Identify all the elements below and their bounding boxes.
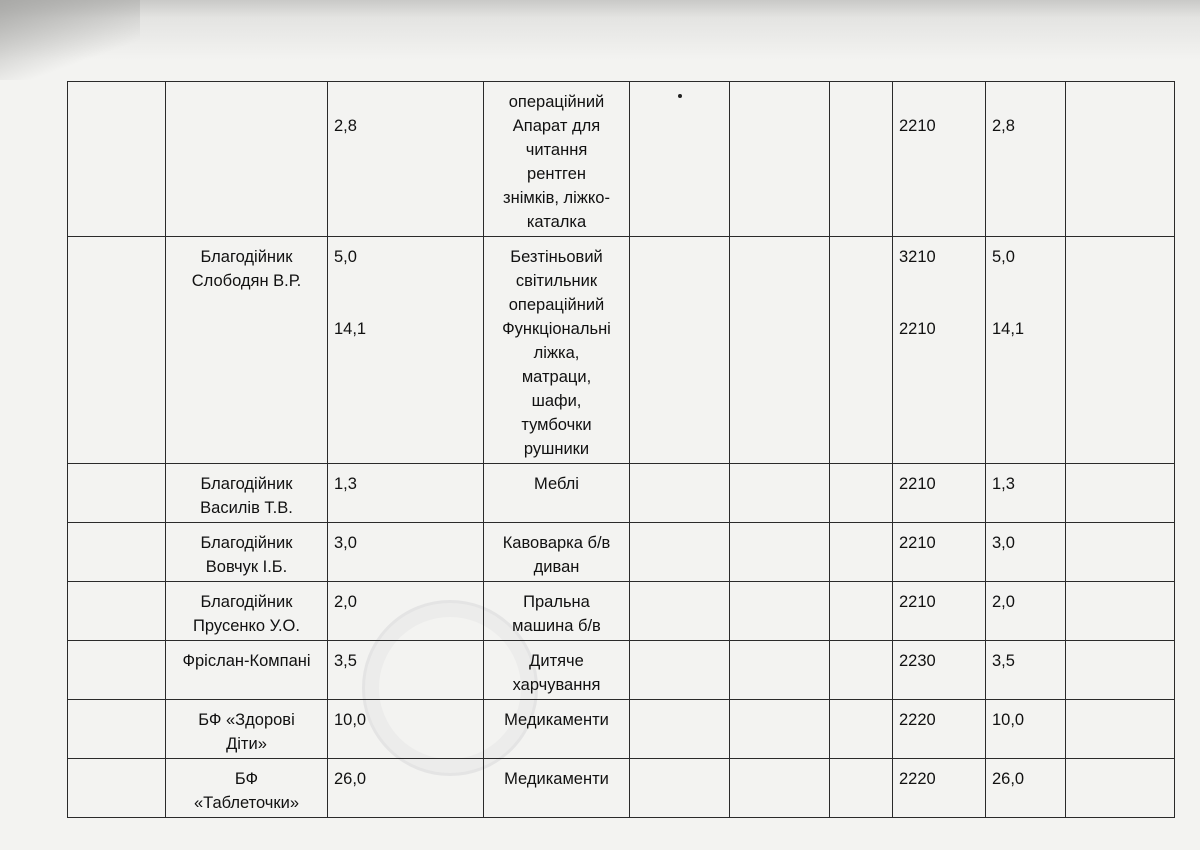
cell-text-line: ліжка, [533, 344, 580, 362]
cell-text-line: 26,0 [992, 770, 1025, 788]
code-cell [893, 759, 986, 818]
code-cell [893, 641, 986, 700]
empty-cell [830, 464, 893, 523]
donor-cell [166, 82, 328, 237]
cell-text-line: читання [525, 141, 588, 159]
amount-cell [328, 82, 484, 237]
cell-text-line: диван [533, 558, 580, 576]
empty-cell [1066, 700, 1175, 759]
cell-text-line: 2,0 [992, 593, 1015, 611]
cell-text-line: 2230 [899, 652, 936, 670]
cell-text-line: Василів Т.В. [200, 499, 293, 517]
empty-cell [1066, 237, 1175, 464]
cell-text-line: рушники [523, 440, 590, 458]
empty-cell [68, 700, 166, 759]
cell-text-line [899, 293, 979, 317]
value-cell [986, 82, 1066, 237]
code-cell [893, 523, 986, 582]
code-cell [893, 700, 986, 759]
empty-cell [1066, 582, 1175, 641]
cell-text-line: 2220 [899, 770, 936, 788]
value-cell [986, 237, 1066, 464]
empty-cell [68, 582, 166, 641]
amount-cell [328, 464, 484, 523]
donor-cell [166, 237, 328, 464]
amount-cell [328, 641, 484, 700]
empty-cell [830, 641, 893, 700]
cell-text-line: матраци, [521, 368, 592, 386]
cell-text-line: Медикаменти [504, 711, 609, 729]
value-cell [986, 464, 1066, 523]
cell-text-line: 3210 [899, 248, 936, 266]
cell-text-line [334, 90, 477, 114]
cell-text-line: Функціональні [502, 320, 611, 338]
amount-cell [328, 523, 484, 582]
cell-text-line: 2210 [899, 320, 936, 338]
cell-text-line: Медикаменти [504, 770, 609, 788]
description-cell [484, 700, 630, 759]
cell-text-line [992, 269, 1059, 293]
cell-text-line: Благодійник [200, 593, 293, 611]
cell-text-line: машина б/в [512, 617, 601, 635]
empty-cell [630, 700, 730, 759]
cell-text-line: Дитяче [529, 652, 584, 670]
empty-cell [630, 523, 730, 582]
cell-text-line: 2220 [899, 711, 936, 729]
empty-cell [630, 237, 730, 464]
cell-text-line: 5,0 [334, 248, 357, 266]
empty-cell [1066, 464, 1175, 523]
empty-cell [1066, 759, 1175, 818]
donor-cell [166, 523, 328, 582]
empty-cell [830, 523, 893, 582]
cell-text-line: 10,0 [334, 711, 367, 729]
cell-text-line: операційний [508, 296, 605, 314]
cell-text-line: БФ [234, 770, 259, 788]
cell-text-line [992, 293, 1059, 317]
empty-cell [830, 700, 893, 759]
cell-text-line: Вовчук І.Б. [205, 558, 288, 576]
cell-text-line: 14,1 [992, 320, 1025, 338]
cell-text-line: світильник [515, 272, 598, 290]
cell-text-line: Пральна [523, 593, 590, 611]
empty-cell [630, 464, 730, 523]
empty-cell [830, 237, 893, 464]
donor-cell [166, 582, 328, 641]
cell-text-line [899, 90, 979, 114]
empty-cell [68, 82, 166, 237]
cell-text-line: Безтіньовий [510, 248, 603, 266]
cell-text-line: каталка [526, 213, 587, 231]
cell-text-line: 3,5 [992, 652, 1015, 670]
empty-cell [68, 464, 166, 523]
description-cell [484, 82, 630, 237]
empty-cell [630, 582, 730, 641]
empty-cell [730, 759, 830, 818]
cell-text-line: Слободян В.Р. [191, 272, 302, 290]
empty-cell [730, 237, 830, 464]
description-cell [484, 237, 630, 464]
empty-cell [730, 523, 830, 582]
donor-cell [166, 700, 328, 759]
cell-text-line: Благодійник [200, 475, 293, 493]
cell-text-line: 14,1 [334, 320, 367, 338]
description-cell [484, 759, 630, 818]
value-cell [986, 700, 1066, 759]
cell-text-line: Фріслан-Компані [182, 652, 311, 670]
table-row [68, 759, 1175, 818]
cell-text-line [899, 269, 979, 293]
table-row [68, 237, 1175, 464]
value-cell [986, 582, 1066, 641]
description-cell [484, 582, 630, 641]
amount-cell [328, 759, 484, 818]
cell-text-line: Меблі [534, 475, 579, 493]
cell-text-line [334, 269, 477, 293]
description-cell [484, 641, 630, 700]
empty-cell [1066, 641, 1175, 700]
cell-text-line: Прусенко У.О. [193, 617, 300, 635]
empty-cell [630, 82, 730, 237]
cell-text-line: Благодійник [200, 248, 293, 266]
empty-cell [630, 641, 730, 700]
table-row [68, 700, 1175, 759]
scan-top-edge [0, 0, 1200, 60]
code-cell [893, 237, 986, 464]
amount-cell [328, 700, 484, 759]
donations-table [67, 81, 1175, 818]
cell-text-line [334, 293, 477, 317]
empty-cell [68, 237, 166, 464]
empty-cell [730, 464, 830, 523]
empty-cell [830, 759, 893, 818]
cell-text-line: 2210 [899, 534, 936, 552]
cell-text-line [992, 90, 1059, 114]
donor-cell [166, 464, 328, 523]
description-cell [484, 523, 630, 582]
cell-text-line: 3,0 [992, 534, 1015, 552]
cell-text-line: операційний [508, 93, 605, 111]
cell-text-line: 1,3 [334, 475, 357, 493]
table-row [68, 82, 1175, 237]
empty-cell [1066, 523, 1175, 582]
cell-text-line: БФ «Здорові [198, 711, 295, 729]
empty-cell [830, 582, 893, 641]
empty-cell [1066, 82, 1175, 237]
code-cell [893, 464, 986, 523]
cell-text-line: Діти» [226, 735, 267, 753]
amount-cell [328, 582, 484, 641]
value-cell [986, 523, 1066, 582]
donor-cell [166, 641, 328, 700]
empty-cell [730, 700, 830, 759]
amount-cell [328, 237, 484, 464]
empty-cell [730, 582, 830, 641]
table-row [68, 582, 1175, 641]
cell-text-line: 3,5 [334, 652, 357, 670]
empty-cell [68, 641, 166, 700]
cell-text-line: «Таблеточки» [193, 794, 300, 812]
value-cell [986, 641, 1066, 700]
cell-text-line: знімків, ліжко- [503, 189, 610, 207]
cell-text-line: рентген [527, 165, 586, 183]
cell-text-line: 2210 [899, 117, 936, 135]
empty-cell [730, 641, 830, 700]
cell-text-line: 2,8 [334, 117, 357, 135]
cell-text-line: 5,0 [992, 248, 1015, 266]
cell-text-line: 1,3 [992, 475, 1015, 493]
value-cell [986, 759, 1066, 818]
empty-cell [68, 759, 166, 818]
cell-text-line: 2210 [899, 475, 936, 493]
cell-text-line: шафи, [531, 392, 582, 410]
scan-corner-shadow [0, 0, 140, 80]
cell-text-line: Кавоварка б/в [502, 534, 611, 552]
cell-text-line: харчування [512, 676, 601, 694]
cell-text-line: 26,0 [334, 770, 367, 788]
donor-cell [166, 759, 328, 818]
cell-text-line: Благодійник [200, 534, 293, 552]
empty-cell [830, 82, 893, 237]
cell-text-line: 10,0 [992, 711, 1025, 729]
cell-text-line: 2210 [899, 593, 936, 611]
cell-text-line: Апарат для [512, 117, 601, 135]
empty-cell [68, 523, 166, 582]
empty-cell [730, 82, 830, 237]
table-row [68, 523, 1175, 582]
cell-text-line: 2,0 [334, 593, 357, 611]
cell-text-line: 3,0 [334, 534, 357, 552]
code-cell [893, 582, 986, 641]
cell-text-line: тумбочки [521, 416, 592, 434]
code-cell [893, 82, 986, 237]
table-row [68, 464, 1175, 523]
table-row [68, 641, 1175, 700]
description-cell [484, 464, 630, 523]
empty-cell [630, 759, 730, 818]
cell-text-line: 2,8 [992, 117, 1015, 135]
